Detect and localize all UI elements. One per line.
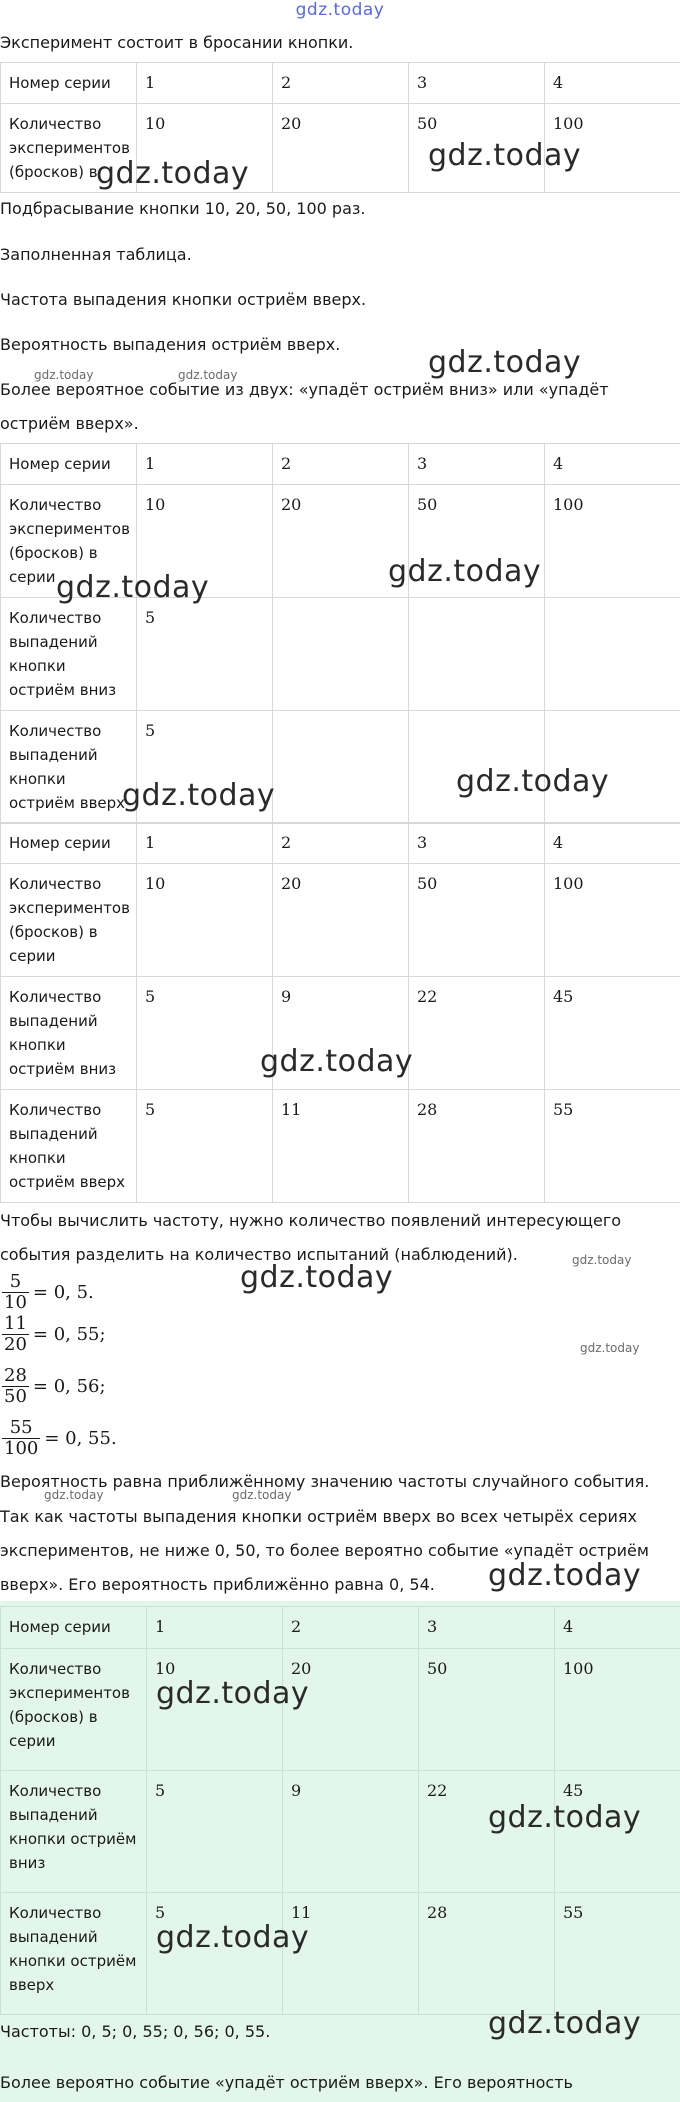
table-cell: 50: [409, 104, 545, 193]
fraction-denominator: 10: [4, 1292, 27, 1313]
table-row: [1, 1090, 680, 1203]
fraction-numerator: 55: [2, 1418, 40, 1439]
table-cell: 1: [147, 1607, 283, 1649]
watermark: gdz.today: [232, 1488, 292, 1502]
table-cell: 5: [147, 1771, 283, 1893]
table-cell: Количество экспериментов (бросков) в серии: [1, 485, 137, 598]
table-row: [1, 444, 680, 485]
table-cell: 20: [283, 1649, 419, 1771]
table-cell: Количество экспериментов (бросков) в: [1, 104, 137, 193]
answer-frequencies: Частоты: 0, 5; 0, 55; 0, 56; 0, 55.: [0, 2022, 271, 2041]
table-row: [1, 63, 680, 104]
table-cell: 55: [555, 1893, 680, 2015]
table-cell: 1: [137, 444, 273, 485]
table-cell: 22: [409, 977, 545, 1090]
given-text: [0, 192, 672, 226]
fraction-numerator: 5: [2, 1272, 29, 1293]
table-cell: 20: [273, 485, 409, 598]
watermark: gdz.today: [96, 156, 250, 191]
table-cell: 5: [147, 1893, 283, 2015]
table-cell: 9: [283, 1771, 419, 1893]
watermark: gdz.today: [260, 1044, 414, 1079]
fraction-result: = 0, 55.: [44, 1428, 117, 1449]
fraction-denominator: 100: [4, 1438, 39, 1459]
watermark: gdz.today: [580, 1341, 640, 1355]
watermark: gdz.today: [34, 368, 94, 382]
table-row: [1, 598, 680, 711]
table-cell: 4: [545, 823, 680, 864]
answer-probability: Более вероятно событие «упадёт остриём вверх». Его вероятность: [0, 2073, 573, 2092]
table-cell: Количество экспериментов (бросков) в серии: [1, 1649, 147, 1771]
table-cell: 3: [409, 63, 545, 104]
table-cell: Количество выпадений кнопки остриём вверх: [1, 1090, 137, 1203]
fraction-line-4: [2, 1418, 117, 1459]
table-cell: Номер серии: [1, 1607, 147, 1649]
table-cell: Количество выпадений кнопки остриём вниз: [1, 977, 137, 1090]
fraction-result: = 0, 56;: [32, 1376, 106, 1397]
table-cell: Номер серии: [1, 823, 137, 864]
fraction-result: = 0, 55;: [32, 1324, 106, 1345]
table-cell: [545, 598, 680, 711]
find-event-text: Более вероятное событие из двух: «упадёт остриём вниз» или «упадёт остриём вверх».: [0, 380, 614, 433]
watermark: gdz.today: [488, 1558, 642, 1593]
table-row: [1, 864, 680, 977]
table-cell: Количество выпадений кнопки остриём вверх: [1, 711, 137, 824]
watermark: gdz.today: [572, 1253, 632, 1267]
watermark: gdz.today: [122, 778, 276, 813]
given-line: Подбрасывание кнопки 10, 20, 50, 100 раз.: [0, 199, 366, 218]
table-cell: 3: [409, 823, 545, 864]
table-cell: Количество экспериментов (бросков) в серии: [1, 864, 137, 977]
table-cell: 4: [545, 444, 680, 485]
table-cell: Количество выпадений кнопки остриём вверх: [1, 1893, 147, 2015]
fraction-numerator: 11: [4, 1313, 27, 1334]
table-cell: 9: [273, 977, 409, 1090]
table-cell: 50: [409, 864, 545, 977]
table-cell: 100: [545, 104, 680, 193]
table-cell: 5: [137, 711, 273, 824]
table-cell: 1: [137, 63, 273, 104]
fraction-denominator: 20: [4, 1334, 27, 1355]
table-cell: 100: [555, 1649, 680, 1771]
table-cell: 5: [137, 598, 273, 711]
table-cell: 2: [273, 823, 409, 864]
table-cell: 20: [273, 864, 409, 977]
table-cell: Количество выпадений кнопки остриём вниз: [1, 598, 137, 711]
table-cell: 100: [545, 485, 680, 598]
fraction-line-1: [2, 1272, 94, 1313]
table-cell: 10: [137, 864, 273, 977]
table-cell: 2: [273, 63, 409, 104]
find-table-text: Заполненная таблица.: [0, 245, 192, 264]
table-row: [1, 1607, 680, 1649]
table-cell: 3: [409, 444, 545, 485]
fraction-denominator: 50: [4, 1386, 27, 1407]
table-cell: 100: [545, 864, 680, 977]
watermark: gdz.today: [388, 554, 542, 589]
table-cell: 11: [283, 1893, 419, 2015]
table-cell: 45: [555, 1771, 680, 1893]
table-cell: 22: [419, 1771, 555, 1893]
fraction-line-2: [2, 1314, 106, 1355]
table-cell: 55: [545, 1090, 680, 1203]
table-cell: 1: [137, 823, 273, 864]
find-frequency-text: Частота выпадения кнопки остриём вверх.: [0, 290, 367, 309]
table-row: [1, 1893, 680, 2015]
table-cell: [273, 711, 409, 824]
table-cell: 10: [137, 104, 273, 193]
watermark: gdz.today: [240, 1260, 394, 1295]
frequency-rule-text: Чтобы вычислить частоту, нужно количество появлений интересующего события разделить на количество испытаний (наблюдений).: [0, 1211, 627, 1264]
fraction-numerator: 28: [4, 1365, 27, 1386]
watermark: gdz.today: [156, 1676, 310, 1711]
fraction-result: = 0, 5.: [32, 1282, 94, 1303]
watermark: gdz.today: [156, 1920, 310, 1955]
conclusion-text: Так как частоты выпадения кнопки остриём вверх во всех четырёх сериях экспериментов, не ниже 0, 50, то более вероятно событие «упадёт остриём вверх». Его вероятность приближённо равна 0, 54.: [0, 1507, 655, 1594]
table-cell: 10: [137, 485, 273, 598]
table-cell: 4: [545, 63, 680, 104]
table-cell: 5: [137, 1090, 273, 1203]
probability-rule-text: Вероятность равна приближённому значению частоты случайного события.: [0, 1472, 650, 1491]
intro-text: Эксперимент состоит в бросании кнопки.: [0, 33, 354, 52]
table-cell: 20: [273, 104, 409, 193]
watermark: gdz.today: [488, 1800, 642, 1835]
table-cell: Количество выпадений кнопки остриём вниз: [1, 1771, 147, 1893]
table-cell: [409, 598, 545, 711]
table-cell: 10: [147, 1649, 283, 1771]
watermark: gdz.today: [428, 138, 582, 173]
watermark: gdz.today: [56, 570, 210, 605]
watermark: gdz.today: [178, 368, 238, 382]
table-cell: 50: [419, 1649, 555, 1771]
table-cell: 4: [555, 1607, 680, 1649]
table-row: [1, 823, 680, 864]
watermark: gdz.today: [456, 764, 610, 799]
table-cell: 50: [409, 485, 545, 598]
table-cell: 28: [409, 1090, 545, 1203]
watermark: gdz.today: [488, 2006, 642, 2041]
table-cell: Номер серии: [1, 63, 137, 104]
watermark: gdz.today: [428, 345, 582, 380]
table-cell: 28: [419, 1893, 555, 2015]
table-cell: 2: [273, 444, 409, 485]
watermark: gdz.today: [44, 1488, 104, 1502]
table-cell: 11: [273, 1090, 409, 1203]
table-cell: 45: [545, 977, 680, 1090]
table-cell: 2: [283, 1607, 419, 1649]
table-cell: Номер серии: [1, 444, 137, 485]
table-cell: [273, 598, 409, 711]
fraction-line-3: [2, 1366, 106, 1407]
site-logo[interactable]: gdz.today: [295, 0, 385, 20]
find-probability-text: Вероятность выпадения остриём вверх.: [0, 335, 341, 354]
table-filled: [0, 822, 680, 1203]
table-cell: 5: [137, 977, 273, 1090]
table-row: [1, 1649, 680, 1771]
table-cell: 3: [419, 1607, 555, 1649]
